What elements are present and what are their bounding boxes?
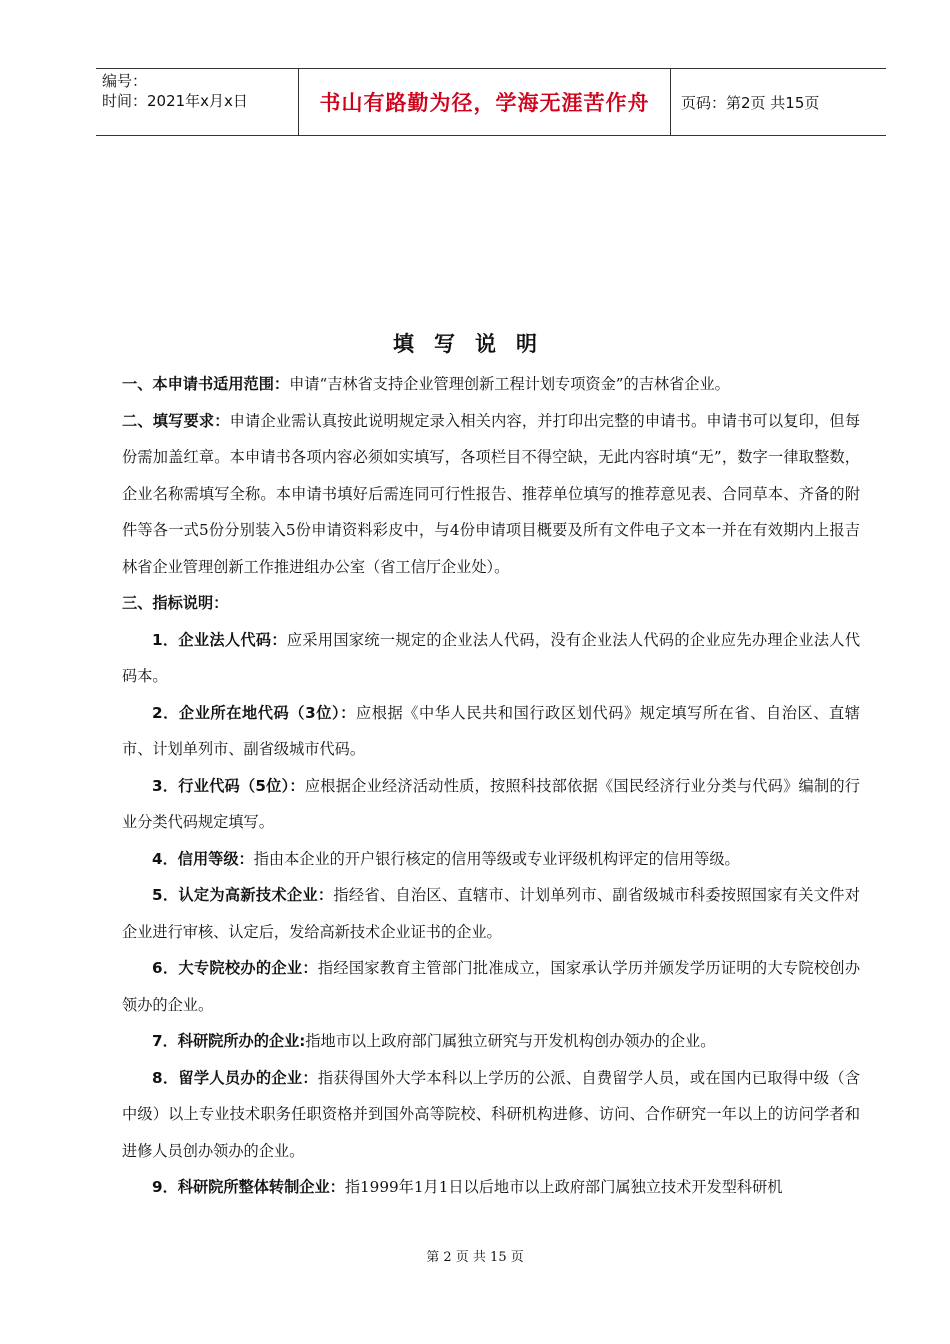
header-table <box>96 68 886 136</box>
indicator-item <box>122 877 860 950</box>
indicator-text: 应根据企业经济活动性质，按照科技部依据《国民经济行业分类与代码》编制的行业分类代码规定填写。 <box>122 776 860 831</box>
indicator-text: 指获得国外大学本科以上学历的公派、自费留学人员，或在国内已取得中级（含中级）以上专业技术职务任职资格并到国外高等院校、科研机构进修、访问、合作研究一年以上的访问学者和进修人员创办领办的企业。 <box>122 1068 861 1160</box>
document-body <box>122 366 860 1206</box>
indicator-heading: 2．企业所在地代码（3位）： <box>152 703 356 722</box>
indicator-text: 应根据《中华人民共和国行政区划代码》规定填写所在省、自治区、直辖市、计划单列市、副省级城市代码。 <box>122 703 860 758</box>
indicator-text: 指经省、自治区、直辖市、计划单列市、副省级城市科委按照国家有关文件对企业进行审核、认定后，发给高新技术企业证书的企业。 <box>122 886 860 941</box>
section-text: 申请“吉林省支持企业管理创新工程计划专项资金”的吉林省企业。 <box>289 375 730 393</box>
indicator-heading: 6．大专院校办的企业： <box>152 959 318 977</box>
indicator-text: 指由本企业的开户银行核定的信用等级或专业评级机构评定的信用等级。 <box>253 849 740 868</box>
indicator-text: 指地市以上政府部门属独立研究与开发机构创办领办的企业。 <box>305 1032 716 1050</box>
header-motto: 书山有路勤为径，学海无涯苦作舟 <box>298 69 671 135</box>
header-meta <box>96 69 298 135</box>
header-page-info: 页码：第2页 共15页 <box>681 93 820 112</box>
indicator-heading: 9．科研院所整体转制企业： <box>152 1178 345 1196</box>
indicator-item <box>122 622 860 695</box>
indicator-item <box>122 950 860 1023</box>
indicator-item <box>122 1060 860 1170</box>
document-number-label: 编号： <box>102 72 148 90</box>
indicator-heading: 5．认定为高新技术企业： <box>152 886 334 904</box>
indicator-heading: 4．信用等级： <box>152 849 254 868</box>
indicator-text: 应采用国家统一规定的企业法人代码，没有企业法人代码的企业应先办理企业法人代码本。 <box>122 630 860 685</box>
document-time: 时间：2021年x月x日 <box>102 92 248 110</box>
indicator-item <box>122 695 860 768</box>
page-footer: 第 2 页 共 15 页 <box>426 1250 524 1265</box>
indicator-heading: 8．留学人员办的企业： <box>152 1068 318 1087</box>
section-text: 申请企业需认真按此说明规定录入相关内容，并打印出完整的申请书。申请书可以复印，但每份需加盖红章。本申请书各项内容必须如实填写，各项栏目不得空缺，无此内容时填“无”，数字一律取整数，企业名称需填写全称。本申请书填好后需连同可行性报告、推荐单位填写的推荐意见表、合同草本、齐备的附件等各一式5份分别装入5份申请资料彩皮中，与4份申请项目概要及所有文件电子文本一并在有效期内上报吉林省企业管理创新工作推进组办公室（省工信厅企业处）。 <box>122 411 861 576</box>
indicator-heading: 3．行业代码（5位）： <box>152 776 305 795</box>
indicator-heading: 7．科研院所办的企业: <box>152 1032 306 1050</box>
indicator-text: 指1999年1月1日以后地市以上政府部门属独立技术开发型科研机 <box>344 1178 783 1196</box>
section-requirements <box>122 403 860 586</box>
section-scope <box>122 366 860 403</box>
section-heading: 三、指标说明： <box>122 594 229 612</box>
section-heading: 二、填写要求： <box>122 411 230 430</box>
page-title: 填写说明 <box>393 332 557 356</box>
section-heading: 一、本申请书适用范围： <box>122 375 290 393</box>
indicator-item <box>122 1169 860 1206</box>
indicator-item <box>122 768 860 841</box>
indicator-item <box>122 1023 860 1060</box>
indicator-text: 指经国家教育主管部门批准成立，国家承认学历并颁发学历证明的大专院校创办领办的企业。 <box>122 959 861 1014</box>
indicator-item <box>122 841 860 878</box>
section-indicators <box>122 585 860 622</box>
indicator-heading: 1．企业法人代码： <box>152 630 287 649</box>
